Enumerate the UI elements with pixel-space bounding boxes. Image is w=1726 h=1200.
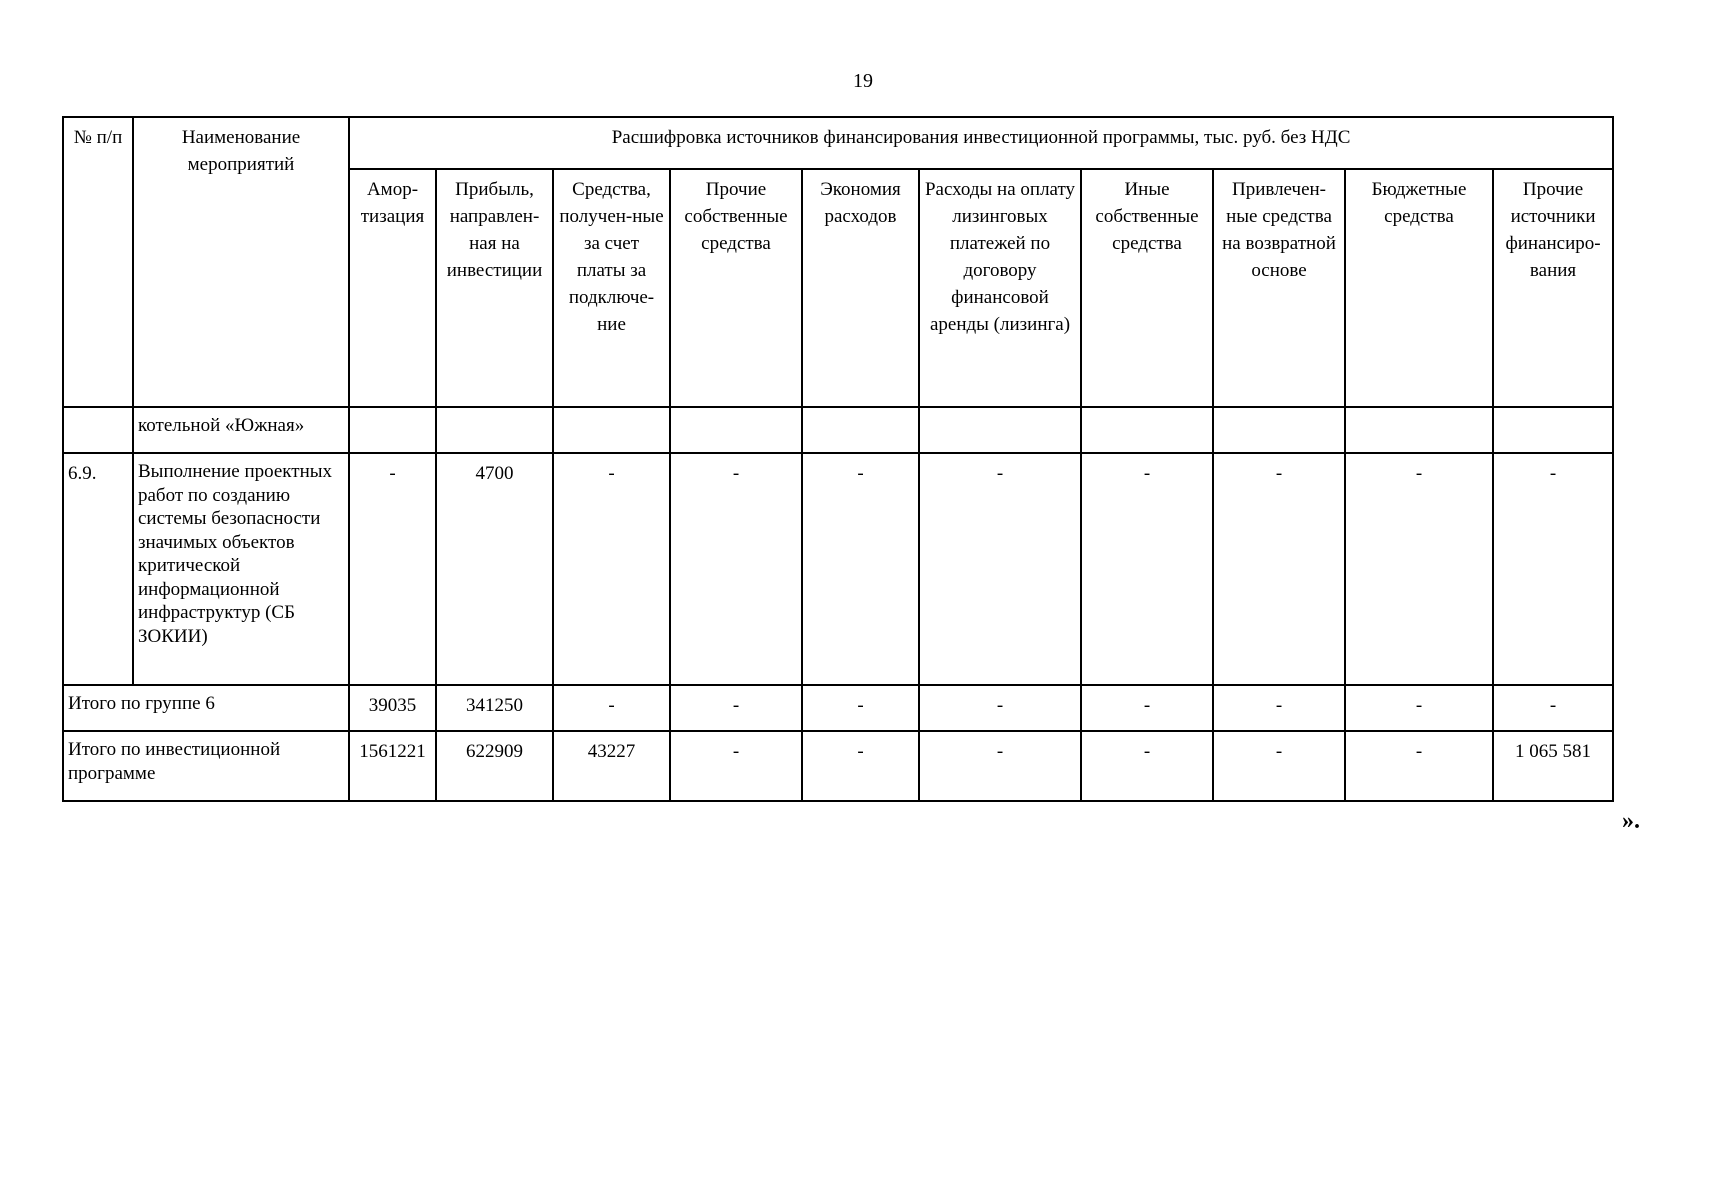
header-financing-group: Расшифровка источников финансирования инвестиционной программы, тыс. руб. без НДС <box>349 117 1613 169</box>
cell-value <box>553 407 670 453</box>
cell-value: 622909 <box>436 731 553 801</box>
row-name: Выполнение проектных работ по созданию системы безопасности значимых объектов критической информационной инфраструктур (СБ ЗОКИИ) <box>133 453 349 685</box>
table-row-total-program <box>63 731 1613 801</box>
header-col-cost-savings: Экономия расходов <box>802 169 919 407</box>
header-col-profit: Прибыль, направлен-ная на инвестиции <box>436 169 553 407</box>
cell-value <box>1345 407 1493 453</box>
cell-value: - <box>1345 731 1493 801</box>
closing-quote-mark: ». <box>1622 808 1640 834</box>
cell-value: 1561221 <box>349 731 436 801</box>
cell-value: 39035 <box>349 685 436 731</box>
header-col-other-sources: Прочие источники финансиро-вания <box>1493 169 1613 407</box>
table-row-total-group <box>63 685 1613 731</box>
cell-value <box>1493 407 1613 453</box>
header-col-other-own-funds: Прочие собственные средства <box>670 169 802 407</box>
header-col-budget: Бюджетные средства <box>1345 169 1493 407</box>
header-col-leasing: Расходы на оплату лизинговых платежей по договору финансовой аренды (лизинга) <box>919 169 1081 407</box>
cell-value: - <box>1345 453 1493 685</box>
cell-value <box>436 407 553 453</box>
cell-value <box>802 407 919 453</box>
table-row <box>63 407 1613 453</box>
cell-value: - <box>802 685 919 731</box>
cell-value: - <box>1213 731 1345 801</box>
cell-value: - <box>1213 453 1345 685</box>
cell-value: - <box>349 453 436 685</box>
page-number: 19 <box>853 70 873 92</box>
header-col-borrowed: Привлечен-ные средства на возвратной основе <box>1213 169 1345 407</box>
header-name: Наименование мероприятий <box>133 117 349 407</box>
cell-value: - <box>553 453 670 685</box>
cell-value: 4700 <box>436 453 553 685</box>
cell-value <box>1081 407 1213 453</box>
total-label: Итого по группе 6 <box>63 685 349 731</box>
cell-value: - <box>802 731 919 801</box>
row-num: 6.9. <box>63 453 133 685</box>
cell-value: 1 065 581 <box>1493 731 1613 801</box>
cell-value: - <box>1345 685 1493 731</box>
cell-value <box>919 407 1081 453</box>
cell-value: - <box>919 453 1081 685</box>
cell-value: - <box>919 685 1081 731</box>
cell-value <box>349 407 436 453</box>
cell-value: - <box>670 731 802 801</box>
row-num <box>63 407 133 453</box>
row-name: котельной «Южная» <box>133 407 349 453</box>
cell-value: - <box>1081 731 1213 801</box>
header-col-other-own: Иные собственные средства <box>1081 169 1213 407</box>
header-num: № п/п <box>63 117 133 407</box>
header-col-amortization: Амор-тизация <box>349 169 436 407</box>
cell-value: - <box>553 685 670 731</box>
cell-value: - <box>919 731 1081 801</box>
cell-value: - <box>670 685 802 731</box>
cell-value <box>670 407 802 453</box>
cell-value: - <box>670 453 802 685</box>
cell-value: 341250 <box>436 685 553 731</box>
cell-value: - <box>1213 685 1345 731</box>
cell-value: - <box>1493 453 1613 685</box>
cell-value <box>1213 407 1345 453</box>
financing-sources-table <box>62 116 1614 802</box>
header-col-connection-fee: Средства, получен-ные за счет платы за подключе-ние <box>553 169 670 407</box>
cell-value: - <box>1493 685 1613 731</box>
cell-value: - <box>1081 453 1213 685</box>
total-label: Итого по инвестиционной программе <box>63 731 349 801</box>
cell-value: 43227 <box>553 731 670 801</box>
table-row <box>63 453 1613 685</box>
cell-value: - <box>802 453 919 685</box>
header-row-group <box>63 117 1613 169</box>
cell-value: - <box>1081 685 1213 731</box>
